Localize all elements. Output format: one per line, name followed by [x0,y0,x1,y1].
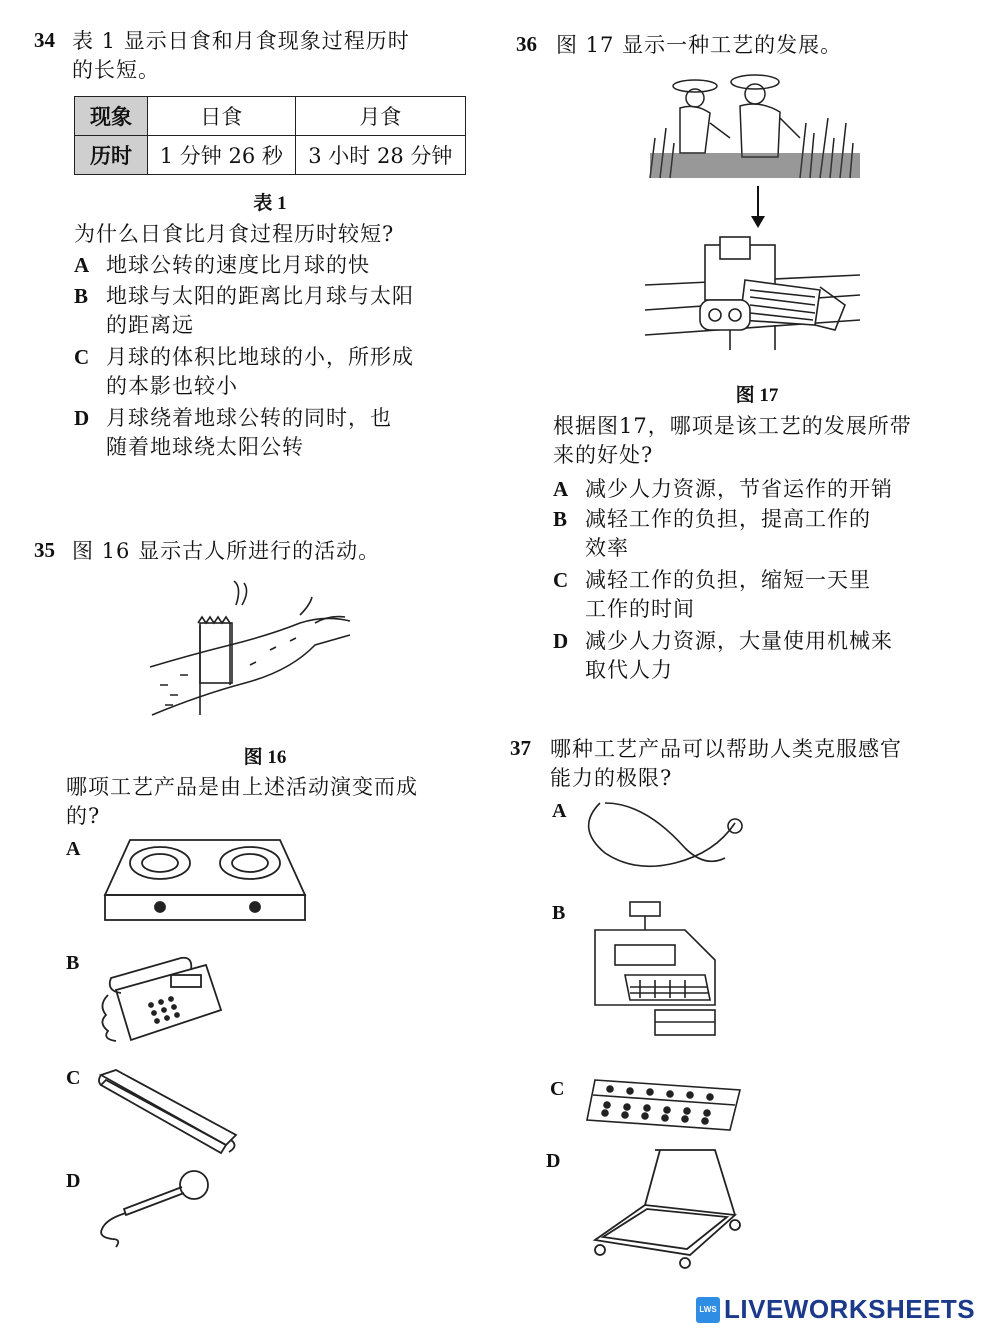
option-letter: A [553,477,570,501]
option-text: 工作的时间 [585,597,695,621]
cash-register-icon [585,900,725,1040]
table-cell: 1 分钟 26 秒 [148,136,296,175]
telephone-icon [96,955,226,1045]
option-b[interactable]: B [552,902,566,924]
option-letter: D [74,406,91,430]
question-stem: 图 16 显示古人所进行的活动。 [72,539,381,563]
question-number: 35 [34,538,55,562]
question-stem: 的长短。 [72,58,160,82]
option-text: 随着地球绕太阳公转 [106,435,304,459]
option-d[interactable]: D [66,1170,81,1192]
option-text: 地球与太阳的距离比月球与太阳 [106,284,414,308]
question-text: 来的好处? [553,443,654,467]
question-text: 哪项工艺产品是由上述活动演变而成 [66,775,418,799]
abacus-icon [585,1075,745,1135]
option-letter: C [74,345,91,369]
table-cell: 3 小时 28 分钟 [295,136,465,175]
option-text: 取代人力 [585,658,673,682]
option-c[interactable]: C [66,1067,81,1089]
option-b[interactable] [74,282,474,340]
option-text: 月球的体积比地球的小，所形成 [106,345,414,369]
option-c[interactable] [74,343,474,401]
question-number: 36 [516,32,537,56]
option-text: 效率 [585,536,629,560]
liveworksheets-logo: LIVEWORKSHEETS [724,1294,976,1324]
option-text: 减轻工作的负担，缩短一天里 [585,568,871,592]
arrow-down-icon [748,186,768,230]
table-header-cell: 历时 [75,136,148,175]
table-cell: 日食 [148,97,296,136]
option-b[interactable] [553,505,953,563]
option-a[interactable] [553,475,953,504]
question-stem: 表 1 显示日食和月食现象过程历时 [72,29,410,53]
option-d[interactable] [553,627,953,685]
table-caption: 表 1 [253,193,287,214]
table-row [75,97,466,136]
table-header-cell: 现象 [75,97,148,136]
question-text: 为什么日食比月食过程历时较短? [74,222,395,246]
option-text: 减轻工作的负担，提高工作的 [585,507,871,531]
option-text: 的本影也较小 [106,374,238,398]
farmers-harvesting-illustration [650,68,860,183]
gas-stove-icon [100,835,310,925]
question-stem: 图 17 显示一种工艺的发展。 [556,33,843,57]
option-c[interactable] [553,566,953,624]
figure-caption: 图 17 [735,385,779,406]
question-text: 的? [66,804,101,828]
option-text: 月球绕着地球公转的同时，也 [106,406,392,430]
liveworksheets-badge-icon [696,1297,720,1323]
table-cell: 月食 [295,97,465,136]
microphone-icon [96,1165,216,1245]
trolley-icon [585,1145,745,1270]
question-text: 根据图17，哪项是该工艺的发展所带 [553,414,912,438]
logo-badge-text: LWS [699,1305,717,1314]
question-number: 37 [510,736,531,760]
option-c[interactable]: C [550,1078,565,1100]
option-text: 减少人力资源，节省运作的开销 [585,477,893,501]
question-number: 34 [34,28,55,52]
question-stem: 哪种工艺产品可以帮助人类克服感官 [550,737,902,761]
option-letter: B [74,284,90,308]
table-row [75,136,466,175]
option-d[interactable]: D [546,1150,561,1172]
option-letter: A [74,253,91,277]
combine-harvester-illustration [645,235,860,355]
option-a[interactable]: A [66,838,81,860]
question-stem: 能力的极限? [550,766,673,790]
option-a[interactable]: A [552,800,567,822]
option-text: 的距离远 [106,313,194,337]
figure-caption: 图 16 [243,747,287,768]
option-d[interactable] [74,404,474,462]
fluorescent-lamp-icon [96,1065,246,1155]
option-letter: D [553,629,570,653]
stethoscope-icon [580,798,750,873]
option-text: 地球公转的速度比月球的快 [106,253,370,277]
option-b[interactable]: B [66,952,80,974]
option-text: 减少人力资源，大量使用机械来 [585,629,893,653]
great-wall-illustration [150,575,380,725]
option-letter: B [553,507,569,531]
option-letter: C [553,568,570,592]
data-table [74,96,466,175]
option-a[interactable] [74,251,474,280]
